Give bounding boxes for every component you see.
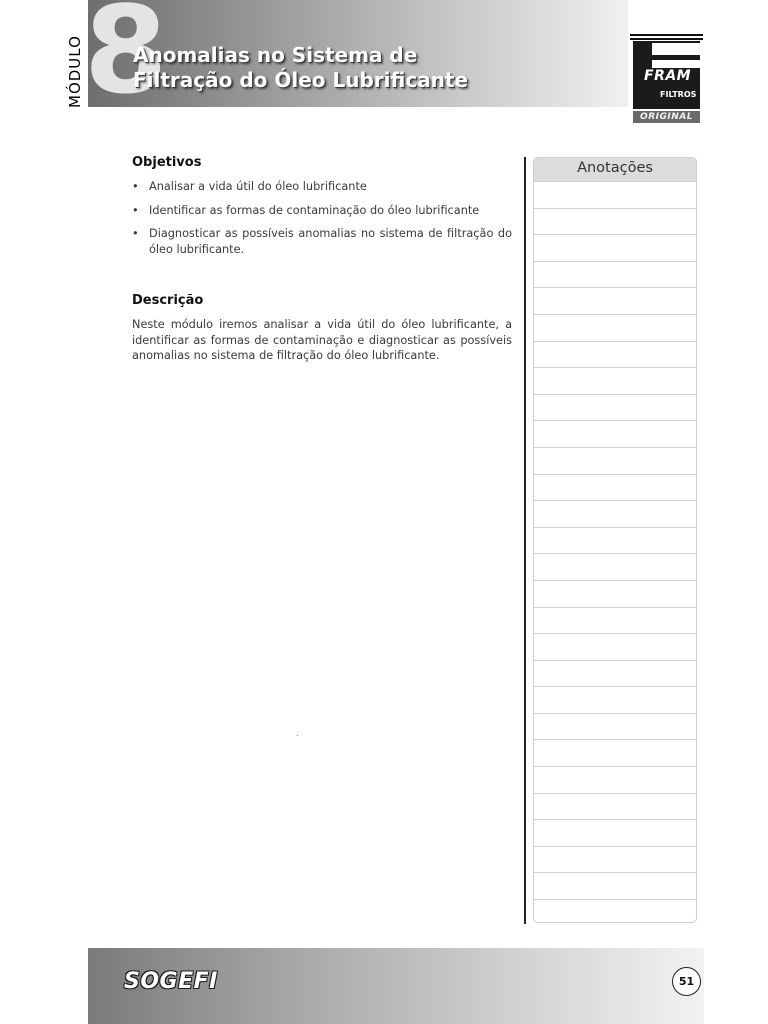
page-title-line2: Filtração do Óleo Lubrificante — [133, 68, 469, 92]
notes-line — [534, 793, 696, 820]
notes-lines — [534, 181, 696, 923]
notes-line — [534, 500, 696, 527]
notes-line — [534, 553, 696, 580]
notes-line — [534, 660, 696, 687]
notes-line — [534, 261, 696, 288]
sogefi-logo: SOGEFI — [124, 969, 218, 994]
module-number: 8 — [84, 0, 168, 121]
notes-line — [534, 819, 696, 846]
logo-rule-top — [630, 34, 703, 36]
notes-line — [534, 447, 696, 474]
page-title-line1: Anomalias no Sistema de — [133, 43, 418, 67]
page-title — [133, 43, 468, 93]
notes-line — [534, 686, 696, 713]
fram-subtitle: FILTROS — [660, 90, 697, 99]
modulo-label: MÓDULO — [66, 35, 84, 108]
notes-line — [534, 739, 696, 766]
notes-line — [534, 341, 696, 368]
column-divider — [524, 157, 526, 924]
notes-title: Anotações — [534, 158, 696, 181]
fram-logo — [630, 34, 703, 124]
fram-logo-notch-lower — [652, 60, 700, 68]
notes-line — [534, 766, 696, 793]
notes-line — [534, 872, 696, 899]
page-number: 51 — [672, 967, 701, 996]
notes-line — [534, 899, 696, 923]
description-heading: Descrição — [132, 293, 204, 308]
notes-panel — [533, 157, 697, 923]
notes-line — [534, 607, 696, 634]
stray-mark — [297, 735, 298, 736]
notes-line — [534, 633, 696, 660]
objective-item: • Identificar as formas de contaminação do óleo lubrificante — [132, 203, 512, 219]
notes-line — [534, 208, 696, 235]
description-text: Neste módulo iremos analisar a vida útil do óleo lubrificante, a identificar as formas de contaminação e diagnosticar as possíveis anomalias no sistema de filtração do óleo lubrificante. — [132, 318, 512, 362]
notes-line — [534, 713, 696, 740]
notes-line — [534, 420, 696, 447]
objective-item: • Analisar a vida útil do óleo lubrificante — [132, 179, 512, 195]
notes-line — [534, 181, 696, 208]
notes-line — [534, 846, 696, 873]
notes-line — [534, 474, 696, 501]
objective-item: • Diagnosticar as possíveis anomalias no sistema de filtração do óleo lubrificante. — [132, 226, 512, 257]
notes-line — [534, 580, 696, 607]
notes-line — [534, 287, 696, 314]
fram-tagline: ORIGINAL — [633, 111, 700, 123]
notes-line — [534, 314, 696, 341]
logo-rule-second — [630, 38, 703, 40]
fram-wordmark: FRAM — [644, 68, 692, 84]
objectives-heading: Objetivos — [132, 155, 202, 170]
notes-line — [534, 527, 696, 554]
notes-line — [534, 234, 696, 261]
objectives-list — [132, 179, 512, 265]
notes-line — [534, 394, 696, 421]
notes-line — [534, 367, 696, 394]
fram-logo-notch-upper — [652, 43, 700, 55]
